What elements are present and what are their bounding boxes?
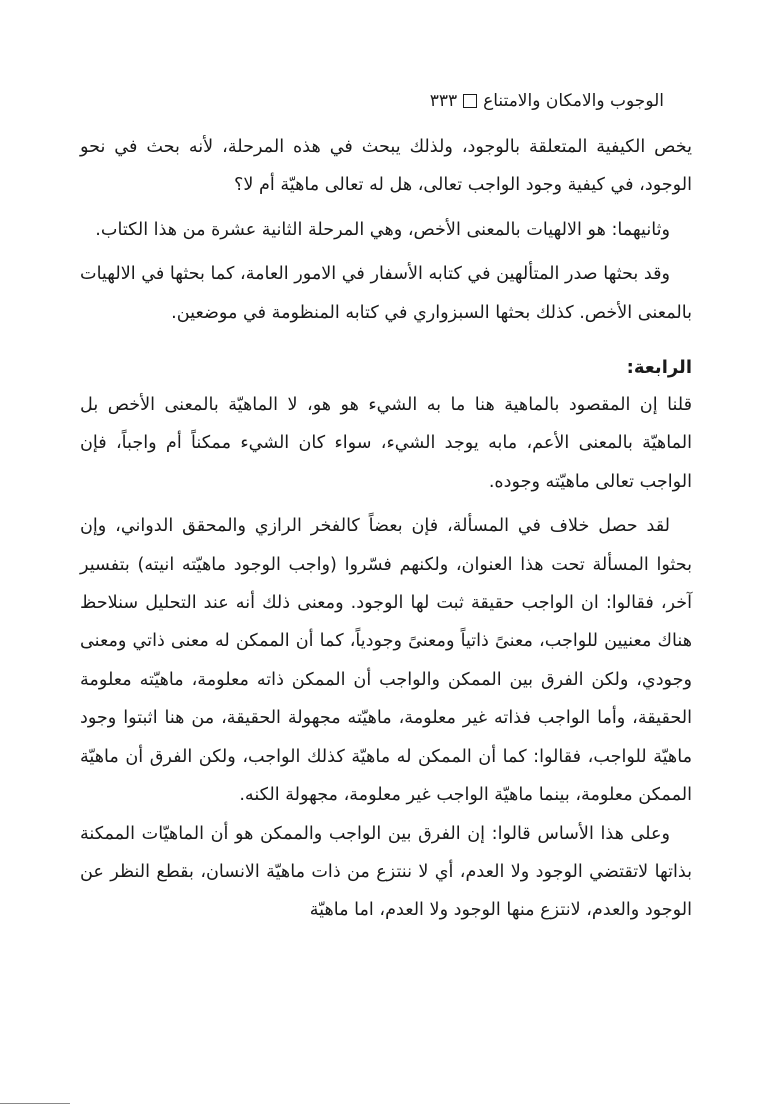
running-header [264,86,664,116]
paragraph-2: وثانيهما: هو الالهيات بالمعنى الأخص، وهي المرحلة الثانية عشرة من هذا الكتاب. [95,219,670,240]
page-body [80,128,692,930]
bottom-edge-rule [0,1103,70,1104]
paragraph-4: قلنا إن المقصود بالماهية هنا ما به الشيء هو هو، لا الماهيّة بالمعنى الأخص بل الماهيّة بالمعنى الأعم، مابه يوجد الشيء، سواء كان الشيء ممكناً أم واجباً، فإن الواجب تعالى ماهيّته وجوده. [80,395,692,492]
header-title: الوجوب والامكان والامتناع [483,91,664,111]
paragraph-5: لقد حصل خلاف في المسألة، فإن بعضاً كالفخر الرازي والمحقق الدواني، وإن بحثوا المسألة تحت هذا العنوان، ولكنهم فسّروا (واجب الوجود ماهيّته انيته) بتفسير آخر، فقالوا: ان الواجب حقيقة ثبت لها الوجود. ومعنى ذلك أنه عند التحليل سنلاحظ هناك معنيين للواجب، معنىً ذاتياً ومعنىً وجودياً، كما أن الممكن له معنى ذاتي ومعنى وجودي، ولكن الفرق بين الممكن والواجب أن الممكن ذاته معلومة، ماهيّته معلومة الحقيقة، وأما الواجب فذاته غير معلومة، ماهيّته مجهولة الحقيقة، من هنا اثبتوا وجود ماهيّة للواجب، فقالوا: كما أن الممكن له ماهيّة كذلك الواجب، ولكن الفرق أن ماهيّة الممكن معلومة، بينما ماهيّة الواجب غير معلومة، مجهولة الكنه. [80,516,692,806]
paragraph-3: وقد بحثها صدر المتألهين في كتابه الأسفار في الامور العامة، كما بحثها في الالهيات بالمعنى الأخص. كذلك بحثها السبزواري في كتابه المنظومة في موضعين. [80,264,692,323]
square-ornament-icon [463,94,477,108]
page-number: ٣٣٣ [429,91,458,111]
paragraph-6: وعلى هذا الأساس قالوا: إن الفرق بين الواجب والممكن هو أن الماهيّات الممكنة بذاتها لاتقتضي الوجود ولا العدم، أي لا ننتزع من ذات ماهيّة الانسان، بقطع النظر عن الوجود والعدم، لانتزع منها الوجود ولا العدم، اما ماهيّة [80,823,692,921]
section-title: الرابعة: [626,357,692,379]
paragraph-1: يخص الكيفية المتعلقة بالوجود، ولذلك يبحث في هذه المرحلة، لأنه بحث في نحو الوجود، في كيفية وجود الواجب تعالى، هل له تعالى ماهيّة أم لا؟ [80,137,692,196]
